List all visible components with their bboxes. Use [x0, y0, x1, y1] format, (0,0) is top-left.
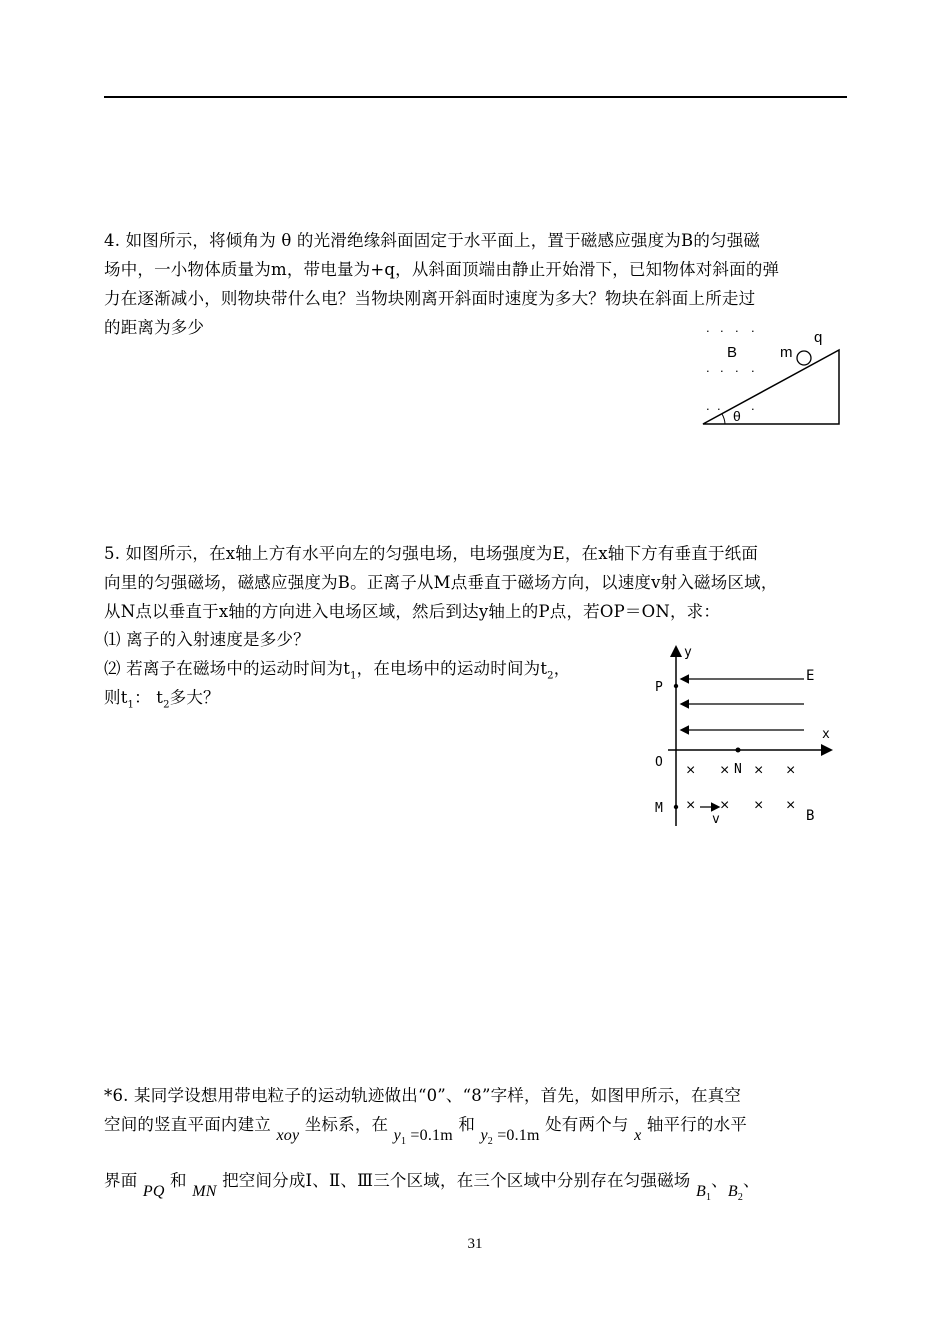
p-label: P	[655, 680, 663, 695]
q5-part2-text: 则t	[104, 688, 128, 707]
cross-mark: ×	[686, 797, 696, 814]
q5-part2-text: 多大？	[169, 688, 220, 707]
math-var: B	[727, 1183, 738, 1200]
pq-math: PQ	[142, 1183, 165, 1200]
block-circle	[797, 351, 811, 365]
q5-part2-text: ，	[553, 659, 571, 678]
e-label: E	[806, 668, 815, 684]
field-figure	[650, 642, 840, 827]
field-dot: .	[751, 360, 755, 375]
mn-math: MN	[192, 1183, 217, 1200]
cross-mark: ×	[686, 762, 696, 779]
angle-arc	[722, 414, 725, 424]
q5-line: 从N点以垂直于x轴的方向进入电场区域，然后到达y轴上的P点，若OP＝ON，求：	[104, 602, 721, 621]
cross-mark: ×	[720, 797, 730, 814]
field-dot: .	[706, 360, 710, 375]
field-dot: .	[751, 398, 755, 413]
math-value: =0.1m	[497, 1127, 540, 1144]
separator: 、	[711, 1171, 728, 1190]
math-var: y	[393, 1127, 401, 1144]
q5-part2-text: ⑵ 若离子在磁场中的运动时间为t	[104, 659, 351, 678]
cross-mark: ×	[754, 762, 764, 779]
q6-line	[104, 1114, 748, 1148]
b1-math	[695, 1183, 712, 1204]
charge-label: q	[814, 329, 823, 346]
y2-math	[480, 1127, 540, 1148]
q6-line	[104, 1170, 760, 1204]
header-rule	[104, 96, 847, 98]
b2-math	[727, 1183, 744, 1204]
angle-label: θ	[733, 408, 741, 424]
q6-text: 处有两个与	[545, 1115, 629, 1134]
q4-line: 的距离为多少	[104, 318, 205, 337]
q5-part2-line	[104, 658, 570, 687]
math-var: y	[480, 1127, 488, 1144]
subscript: 2	[487, 1136, 493, 1148]
point-m	[674, 805, 678, 809]
q4-line: 4. 如图所示，将倾角为 θ 的光滑绝缘斜面固定于水平面上，置于磁感应强度为B的匀强磁	[104, 231, 761, 250]
field-dot: .	[751, 320, 755, 335]
subscript: 2	[737, 1192, 744, 1204]
q4-line: 力在逐渐减小，则物块带什么电？当物块刚离开斜面时速度为多大？物块在斜面上所走过	[104, 289, 756, 308]
y-axis-label: y	[684, 645, 692, 660]
q6-line: *6. 某同学设想用带电粒子的运动轨迹做出“0”、“8”字样，首先，如图甲所示，在真空	[104, 1086, 742, 1105]
q5-line: 5. 如图所示，在x轴上方有水平向左的匀强电场，电场强度为E，在x轴下方有垂直于纸面	[104, 544, 759, 563]
x-math: x	[634, 1127, 642, 1144]
q6-text: 界面	[104, 1171, 138, 1190]
q4-line: 场中，一小物体质量为m，带电量为+q，从斜面顶端由静止开始滑下，已知物体对斜面的弹	[104, 260, 780, 279]
q6-text: 和	[458, 1115, 476, 1134]
subscript: 2	[163, 699, 170, 711]
xoy-math: xoy	[276, 1127, 300, 1144]
q6-text: 坐标系，在	[304, 1115, 389, 1134]
point-n	[736, 748, 741, 753]
q5-part2-text: ： t	[134, 688, 164, 707]
subscript: 2	[547, 670, 554, 682]
subscript: 1	[350, 670, 357, 682]
field-dot: .	[706, 398, 710, 413]
y1-math	[393, 1127, 453, 1148]
incline-figure	[700, 320, 845, 430]
v-label: v	[712, 812, 720, 827]
q5-part2-text: ，在电场中的运动时间为t	[356, 659, 548, 678]
cross-mark: ×	[754, 797, 764, 814]
cross-mark: ×	[786, 797, 796, 814]
field-dot: .	[735, 320, 739, 335]
q5-line: 向里的匀强磁场，磁感应强度为B。正离子从M点垂直于磁场方向，以速度v射入磁场区域，	[104, 573, 778, 592]
page-number: 31	[467, 1236, 483, 1252]
q5-part2-line2	[104, 687, 220, 716]
mass-label: m	[780, 344, 793, 361]
cross-mark: ×	[720, 762, 730, 779]
m-label: M	[655, 801, 663, 816]
field-dot: .	[735, 360, 739, 375]
subscript: 1	[400, 1136, 407, 1148]
field-dot: .	[720, 320, 724, 335]
field-label: B	[727, 344, 738, 361]
q5-line: ⑴ 离子的入射速度是多少？	[104, 630, 310, 649]
b-label: B	[806, 808, 815, 824]
math-var: B	[695, 1183, 706, 1200]
q6-text: 和	[170, 1171, 187, 1190]
x-axis-label: x	[822, 727, 830, 742]
n-label: N	[734, 762, 742, 777]
origin-label: O	[655, 755, 663, 770]
field-dot: .	[717, 398, 721, 413]
field-dot: .	[706, 320, 710, 335]
subscript: 1	[705, 1192, 712, 1204]
field-dot: .	[720, 360, 724, 375]
separator: 、	[743, 1171, 760, 1190]
q6-text: 轴平行的水平	[646, 1115, 748, 1134]
math-value: =0.1m	[410, 1127, 453, 1144]
subscript: 1	[127, 699, 135, 711]
cross-mark: ×	[786, 762, 796, 779]
q6-text: 空间的竖直平面内建立	[104, 1115, 271, 1134]
q6-text: 把空间分成Ⅰ、Ⅱ、Ⅲ三个区域，在三个区域中分别存在匀强磁场	[222, 1171, 691, 1190]
point-p	[674, 684, 678, 688]
